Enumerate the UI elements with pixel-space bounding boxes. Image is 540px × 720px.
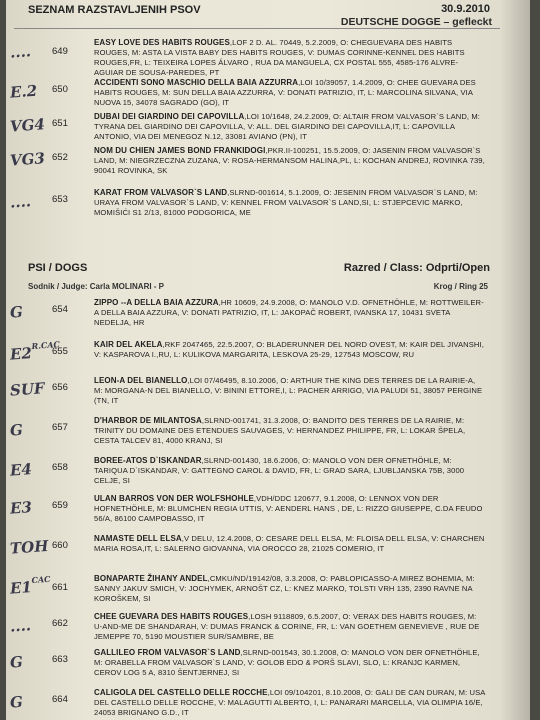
entry-text	[94, 534, 486, 554]
judge-grade-mark: E1 CAC	[9, 573, 51, 598]
dog-details: ,LOI 07/46495, 8.10.2006, O: ARTHUR THE KING DES TERRES DE LA RAIRIE-A, M: MORGANA-N DEL BIANELLO, V: BININI ETTORE,I, L: PACHER ARRIGO, VIA PALUDI 51, 38057 PERGINE (TN, IT	[94, 376, 483, 405]
catalog-date: 30.9.2010	[441, 3, 490, 15]
entry-text	[94, 688, 486, 718]
dog-name: KARAT FROM VALVASOR`S LAND	[94, 188, 228, 197]
catalog-number: 653	[52, 194, 68, 205]
entry-text	[94, 188, 486, 218]
dog-details: ,LOF 2 D. AL. 70449, 5.2.2009, O: CHEGUEVARA DES HABITS ROUGES, M: ASTA LA VISTA BABY DES HABITS ROUGES, V: DUMAS CORINNE-KENNEL DES HABITS ROUGES,FR, L: TEIXEIRA LOPES ÁLVARO , RUA DA MANGUELA, CX POSTAL 555, 4585-176 ALVRE-AGUIAR DE SOUSA-PAREDES, PT	[94, 38, 465, 77]
dog-details: ,RKF 2047465, 22.5.2007, O: BLADERUNNER DEL NORD OVEST, M: KAIR DEL JIVANSHI, V: KASPAROVA I.,RU, L: KULIKOVA MARGARITA, LESKOVA 25-29, 127543 MOSCOW, RU	[94, 340, 484, 359]
judge-grade-mark: ....	[9, 192, 32, 212]
catalog-number: 661	[52, 582, 68, 593]
judge-grade-mark: VG3	[9, 149, 46, 170]
dog-details: ,PKR.II-100251, 15.5.2009, O: JASENIN FROM VALVASOR`S LAND, M: NIEGRZECZNA ZUZANA, V: ROSA-HERMANSOM HALINA,PL, L: KOCHAN ANDREJ, ROVINKA 739, 90041 ROVINKA, SK	[94, 146, 485, 175]
judge-grade-mark: VG4	[9, 115, 46, 136]
award-mark: R.CAC	[31, 339, 61, 352]
judge-grade-mark: ....	[9, 42, 32, 62]
entry-text	[94, 340, 486, 360]
dog-details: ,LOI 09/104201, 8.10.2008, O: GALI DE CAN DURAN, M: USA DEL CASTELLO DELLE ROCCHE, V: MALAGUTTI ALBERTO, I, L: PANARARI MARCELLA, VIA OLIMPIA 16/E, 24053 BRIGNANO G.D., IT	[94, 688, 486, 717]
header-divider	[14, 28, 500, 29]
catalog-number: 649	[52, 46, 68, 57]
entry-text	[94, 456, 486, 486]
judge-grade-mark: E3	[9, 498, 33, 518]
dog-details: ,V DELU, 12.4.2008, O: CESARE DELL ELSA, M: FLOISA DELL ELSA, V: CHARCHEN MARIA ROSA,IT, L: SALERNO GIOVANNA, VIA OROCCO 28, 21025 COMERIO, IT	[94, 534, 485, 553]
catalog-number: 660	[52, 540, 68, 551]
dog-name: LEON-A DEL BIANELLO	[94, 376, 188, 385]
dog-details: ,LOSH 9118809, 6.5.2007, O: VERAX DES HABITS ROUGES, M: U-AND-ME DE SHANDARAH, V: DUMAS FRANCK & CORINE, FR, L: VAN GOETHEM GENEVIEVE , RUE DE JEMEPPE 70, 5190 MOUSTIER SUR/SAMBRE, BE	[94, 612, 480, 641]
dog-name: NAMASTE DELL ELSA	[94, 534, 182, 543]
judge-grade-mark: G	[9, 302, 24, 322]
dog-name: D'HARBOR DE MILANTOSA	[94, 416, 202, 425]
catalog-number: 664	[52, 694, 68, 705]
catalog-number: 657	[52, 422, 68, 433]
dog-name: ULAN BARROS VON DER WOLFSHOHLE	[94, 494, 254, 503]
dog-details: ,LOI 10/39057, 1.4.2009, O: CHEE GUEVARA DES HABITS ROUGES, M: SUN DELLA BAIA AZZURRA, V: DONATI PATRIZIO, IT, L: MARCOLINA SILVANA, VIA NUOVA 15, 34078 SAGRADO (GO), IT	[94, 78, 476, 107]
entry-text	[94, 78, 486, 108]
award-mark: CAC	[31, 573, 51, 586]
dog-details: ,SLRND-001614, 5.1.2009, O: JESENIN FROM VALVASOR`S LAND, M: URAYA FROM VALVASOR`S LAND, V: KENNEL FROM VALVASOR`S LAND,SI, L: STJEPCEVIC MARKO, MOMIŠIĆI S1 2/13, 81000 PODGORICA, ME	[94, 188, 478, 217]
judge-grade-mark: G	[9, 420, 24, 440]
judge-grade-mark: E.2	[9, 81, 38, 102]
dog-name: GALLILEO FROM VALVASOR`S LAND	[94, 648, 241, 657]
catalog-number: 655	[52, 346, 68, 357]
entry-text	[94, 612, 486, 642]
dog-details: ,HR 10609, 24.9.2008, O: MANOLO V.D. OFNETHÖHLE, M: ROTTWEILER-A DELLA BAIA AZZURA, V: DONATI PATRIZIO, IT, L: JAKOPAČ ROBERT, IVANSKA 17, 10431 SVETA NEDELJA, HR	[94, 298, 484, 327]
dog-details: ,VDH/DDC 120677, 9.1.2008, O: LENNOX VON DER HOFNETHÖHLE, M: BLUMCHEN REGIA UTTIS, V: AENDERL HANS , DE, L: RIZZO GIUSEPPE, C.DA FEUDO 56/A, 86100 CAMPOBASSO, IT	[94, 494, 483, 523]
catalog-title: SEZNAM RAZSTAVLJENIH PSOV	[28, 4, 201, 16]
dog-details: ,LOI 10/1648, 24.2.2009, O: ALTAIR FROM VALVASOR`S LAND, M: TYRANA DEL GIARDINO DEI CAPOVILLA, V: ALL. DEL GIARDINO DEI CAPOVILLA,IT, L: CAPOVILLA ANTONIO, VIA DEI MENEGOZ N.12, 33081 AVIANO (PN), IT	[94, 112, 480, 141]
ring-label: Krog / Ring 25	[433, 282, 488, 291]
catalog-number: 650	[52, 84, 68, 95]
catalog-number: 658	[52, 462, 68, 473]
judge-grade-mark: G	[9, 652, 24, 672]
catalog-number: 656	[52, 382, 68, 393]
catalog-number: 651	[52, 118, 68, 129]
judge-grade-mark: E2 R.CAC	[9, 339, 61, 364]
entry-text	[94, 574, 486, 604]
dog-details: ,SLRND-001543, 30.1.2008, O: MANOLO VON DER OFNETHÖHLE, M: ORABELLA FROM VALVASOR`S LAND, V: GOLOB EDO & PORŠ SLAVI, SLO, L: KRANJC KARMEN, CEROV LOG 5 A, 8310 ŠENTJERNEJ, SI	[94, 648, 480, 677]
dog-details: ,SLRND-001430, 18.6.2006, O: MANOLO VON DER OFNETHÖHLE, M: TARIQUA D`ISKANDAR, V: GATTEGNO CAROL & DAVID, FR, L: GRAD SARA, LJUBLJANSKA 75B, 3000 CELJE, SI	[94, 456, 465, 485]
entry-text	[94, 112, 486, 142]
judge-grade-mark: TOH	[9, 536, 49, 558]
entry-text	[94, 146, 486, 176]
class-label: Razred / Class: Odprti/Open	[343, 262, 490, 274]
dog-name: CALIGOLA DEL CASTELLO DELLE ROCCHE	[94, 688, 268, 697]
dog-details: ,SLRND-001741, 31.3.2008, O: BANDITO DES TERRES DE LA RAIRIE, M: TRINITY DU DOMAINE DES ETENDUES SAUVAGES, V: HERNANDEZ PHILIPPE, FR, L: LOKAR ŠPELA, CESTA TALCEV 81, 4000 KRANJ, SI	[94, 416, 466, 445]
judge-grade-mark: E4	[9, 460, 33, 480]
judge-grade-mark: G	[9, 692, 24, 712]
dog-name: KAIR DEL AKELA	[94, 340, 163, 349]
judge-grade-mark: ....	[9, 616, 32, 636]
dog-name: ACCIDENTI SONO MASCHIO DELLA BAIA AZZURRA	[94, 78, 299, 87]
dog-name: BOREE-ATOS D`ISKANDAR	[94, 456, 202, 465]
entry-text	[94, 648, 486, 678]
dog-details: ,CMKU/ND/19142/08, 3.3.2008, O: PABLOPICASSO-A MIREZ BOHEMIA, M: SANNY JAKUV SMICH, V: JOCHYMEK, ARNOŠT CZ, L: KNEZ MARKO, TOLSTI VRH 135, 2390 RAVNE NA KOROŠKEM, SI	[94, 574, 475, 603]
catalog-number: 659	[52, 500, 68, 511]
entry-text	[94, 376, 486, 406]
dog-name: DUBAI DEI GIARDINO DEI CAPOVILLA	[94, 112, 245, 121]
catalog-number: 663	[52, 654, 68, 665]
dog-name: NOM DU CHIEN JAMES BOND FRANKIDOGI	[94, 146, 266, 155]
catalog-number: 662	[52, 618, 68, 629]
catalog-number: 652	[52, 152, 68, 163]
catalog-page	[6, 0, 530, 720]
judge-grade-mark: SUF	[9, 379, 46, 400]
entry-text	[94, 494, 486, 524]
dog-name: EASY LOVE DES HABITS ROUGES	[94, 38, 230, 47]
entry-text	[94, 38, 486, 78]
section-title: PSI / DOGS	[28, 262, 88, 274]
dog-name: BONAPARTE ŽIHANY ANDEL	[94, 574, 208, 583]
dog-name: CHEE GUEVARA DES HABITS ROUGES	[94, 612, 249, 621]
entry-text	[94, 416, 486, 446]
page-shadow	[500, 0, 530, 720]
catalog-number: 654	[52, 304, 68, 315]
entry-text	[94, 298, 486, 328]
breed-name: DEUTSCHE DOGGE – gefleckt	[340, 16, 492, 28]
dog-name: ZIPPO --A DELLA BAIA AZZURA	[94, 298, 219, 307]
judge-label: Sodnik / Judge: Carla MOLINARI - P	[28, 282, 165, 291]
